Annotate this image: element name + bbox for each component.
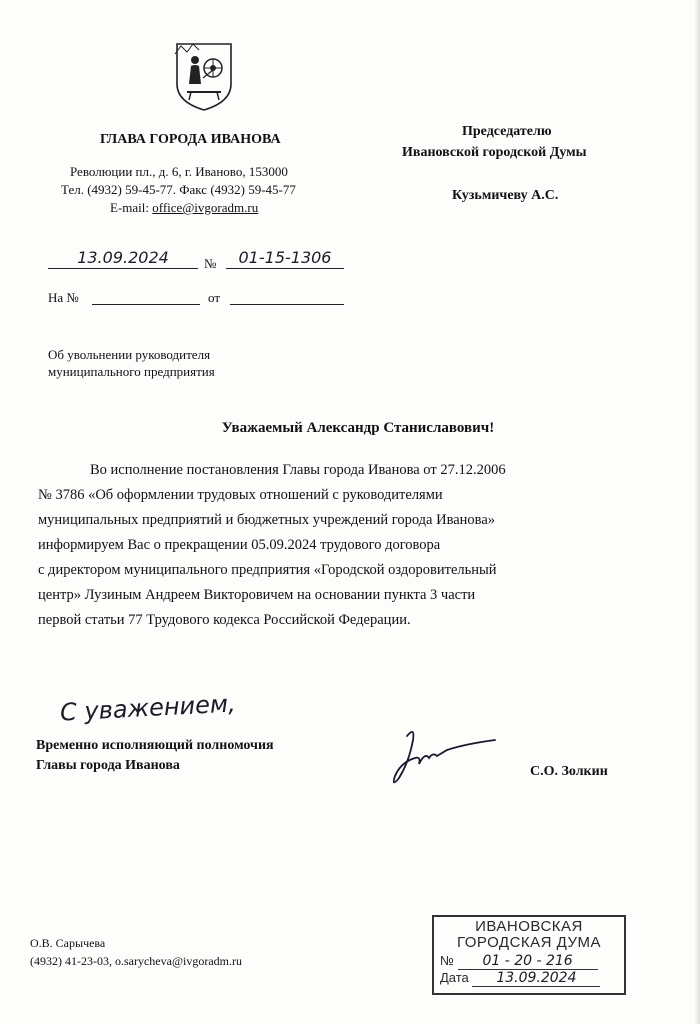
- executor-name: О.В. Сарычева: [30, 936, 106, 950]
- body-line: № 3786 «Об оформлении трудовых отношений с руководителями: [38, 487, 443, 503]
- page-edge-shadow: [694, 0, 700, 1024]
- stamp-line2: ГОРОДСКАЯ ДУМА: [456, 934, 602, 951]
- stamp-date-row: [440, 970, 618, 987]
- stamp-number-label: №: [440, 953, 454, 968]
- body-line: первой статьи 77 Трудового кодекса Российской Федерации.: [38, 612, 411, 628]
- sender-title: ГЛАВА ГОРОДА ИВАНОВА: [100, 132, 281, 147]
- outgoing-number-label: №: [204, 256, 217, 271]
- executor-contacts: (4932) 41-23-03, o.sarycheva@ivgoradm.ru: [30, 954, 242, 968]
- sender-address: Революции пл., д. 6, г. Иваново, 153000: [70, 164, 288, 179]
- subject: [48, 346, 215, 380]
- coat-of-arms-icon: [173, 40, 235, 112]
- letter-body: [38, 458, 634, 633]
- signer-position: [36, 736, 274, 776]
- outgoing-date-line: [48, 248, 198, 269]
- in-reply-date-line: [230, 290, 344, 305]
- in-reply-number-line: [92, 290, 200, 305]
- body-line: центр» Лузиным Андреем Викторовичем на основании пункта 3 части: [38, 587, 476, 603]
- body-line: муниципальных предприятий и бюджетных учреждений города Иванова»: [38, 512, 496, 528]
- recipient-line1: Председателю: [462, 124, 552, 139]
- executor: [30, 934, 242, 970]
- signer-position-line1: Временно исполняющий полномочия: [36, 738, 274, 753]
- handwritten-closing: С уважением,: [59, 689, 237, 727]
- in-reply-from-label: от: [208, 290, 221, 305]
- sender-phone: Тел. (4932) 59-45-77. Факс (4932) 59-45-77: [61, 182, 296, 197]
- subject-line1: Об увольнении руководителя: [48, 347, 211, 362]
- recipient-name: Кузьмичеву А.С.: [452, 188, 559, 203]
- stamp-number: 01 - 20 - 216: [458, 953, 598, 970]
- recipient-line2: Ивановской городской Думы: [402, 145, 587, 160]
- salutation: Уважаемый Александр Станиславович!: [221, 420, 495, 436]
- sender-email-label: E-mail:: [110, 200, 153, 215]
- in-reply-label: На №: [48, 290, 79, 305]
- body-line: информируем Вас о прекращении 05.09.2024 трудового договора: [38, 537, 441, 553]
- outgoing-number: 01-15-1306: [238, 248, 332, 267]
- subject-line2: муниципального предприятия: [48, 364, 215, 379]
- stamp-number-row: [440, 953, 618, 970]
- signer-position-line2: Главы города Иванова: [36, 758, 180, 773]
- signature-icon: [385, 722, 505, 792]
- registration-stamp: [432, 915, 626, 995]
- stamp-line1: ИВАНОВСКАЯ: [475, 918, 583, 935]
- stamp-date-label: Дата: [440, 970, 469, 985]
- sender-email-row: [110, 200, 258, 216]
- outgoing-number-line: [226, 248, 344, 269]
- body-line: с директором муниципального предприятия «Городской оздоровительный: [38, 562, 497, 578]
- signer-name: С.О. Золкин: [530, 764, 608, 779]
- stamp-date: 13.09.2024: [472, 970, 600, 987]
- outgoing-date: 13.09.2024: [77, 248, 169, 267]
- body-line: Во исполнение постановления Главы города Иванова от 27.12.2006: [90, 462, 506, 478]
- sender-email-link[interactable]: office@ivgoradm.ru: [152, 200, 259, 215]
